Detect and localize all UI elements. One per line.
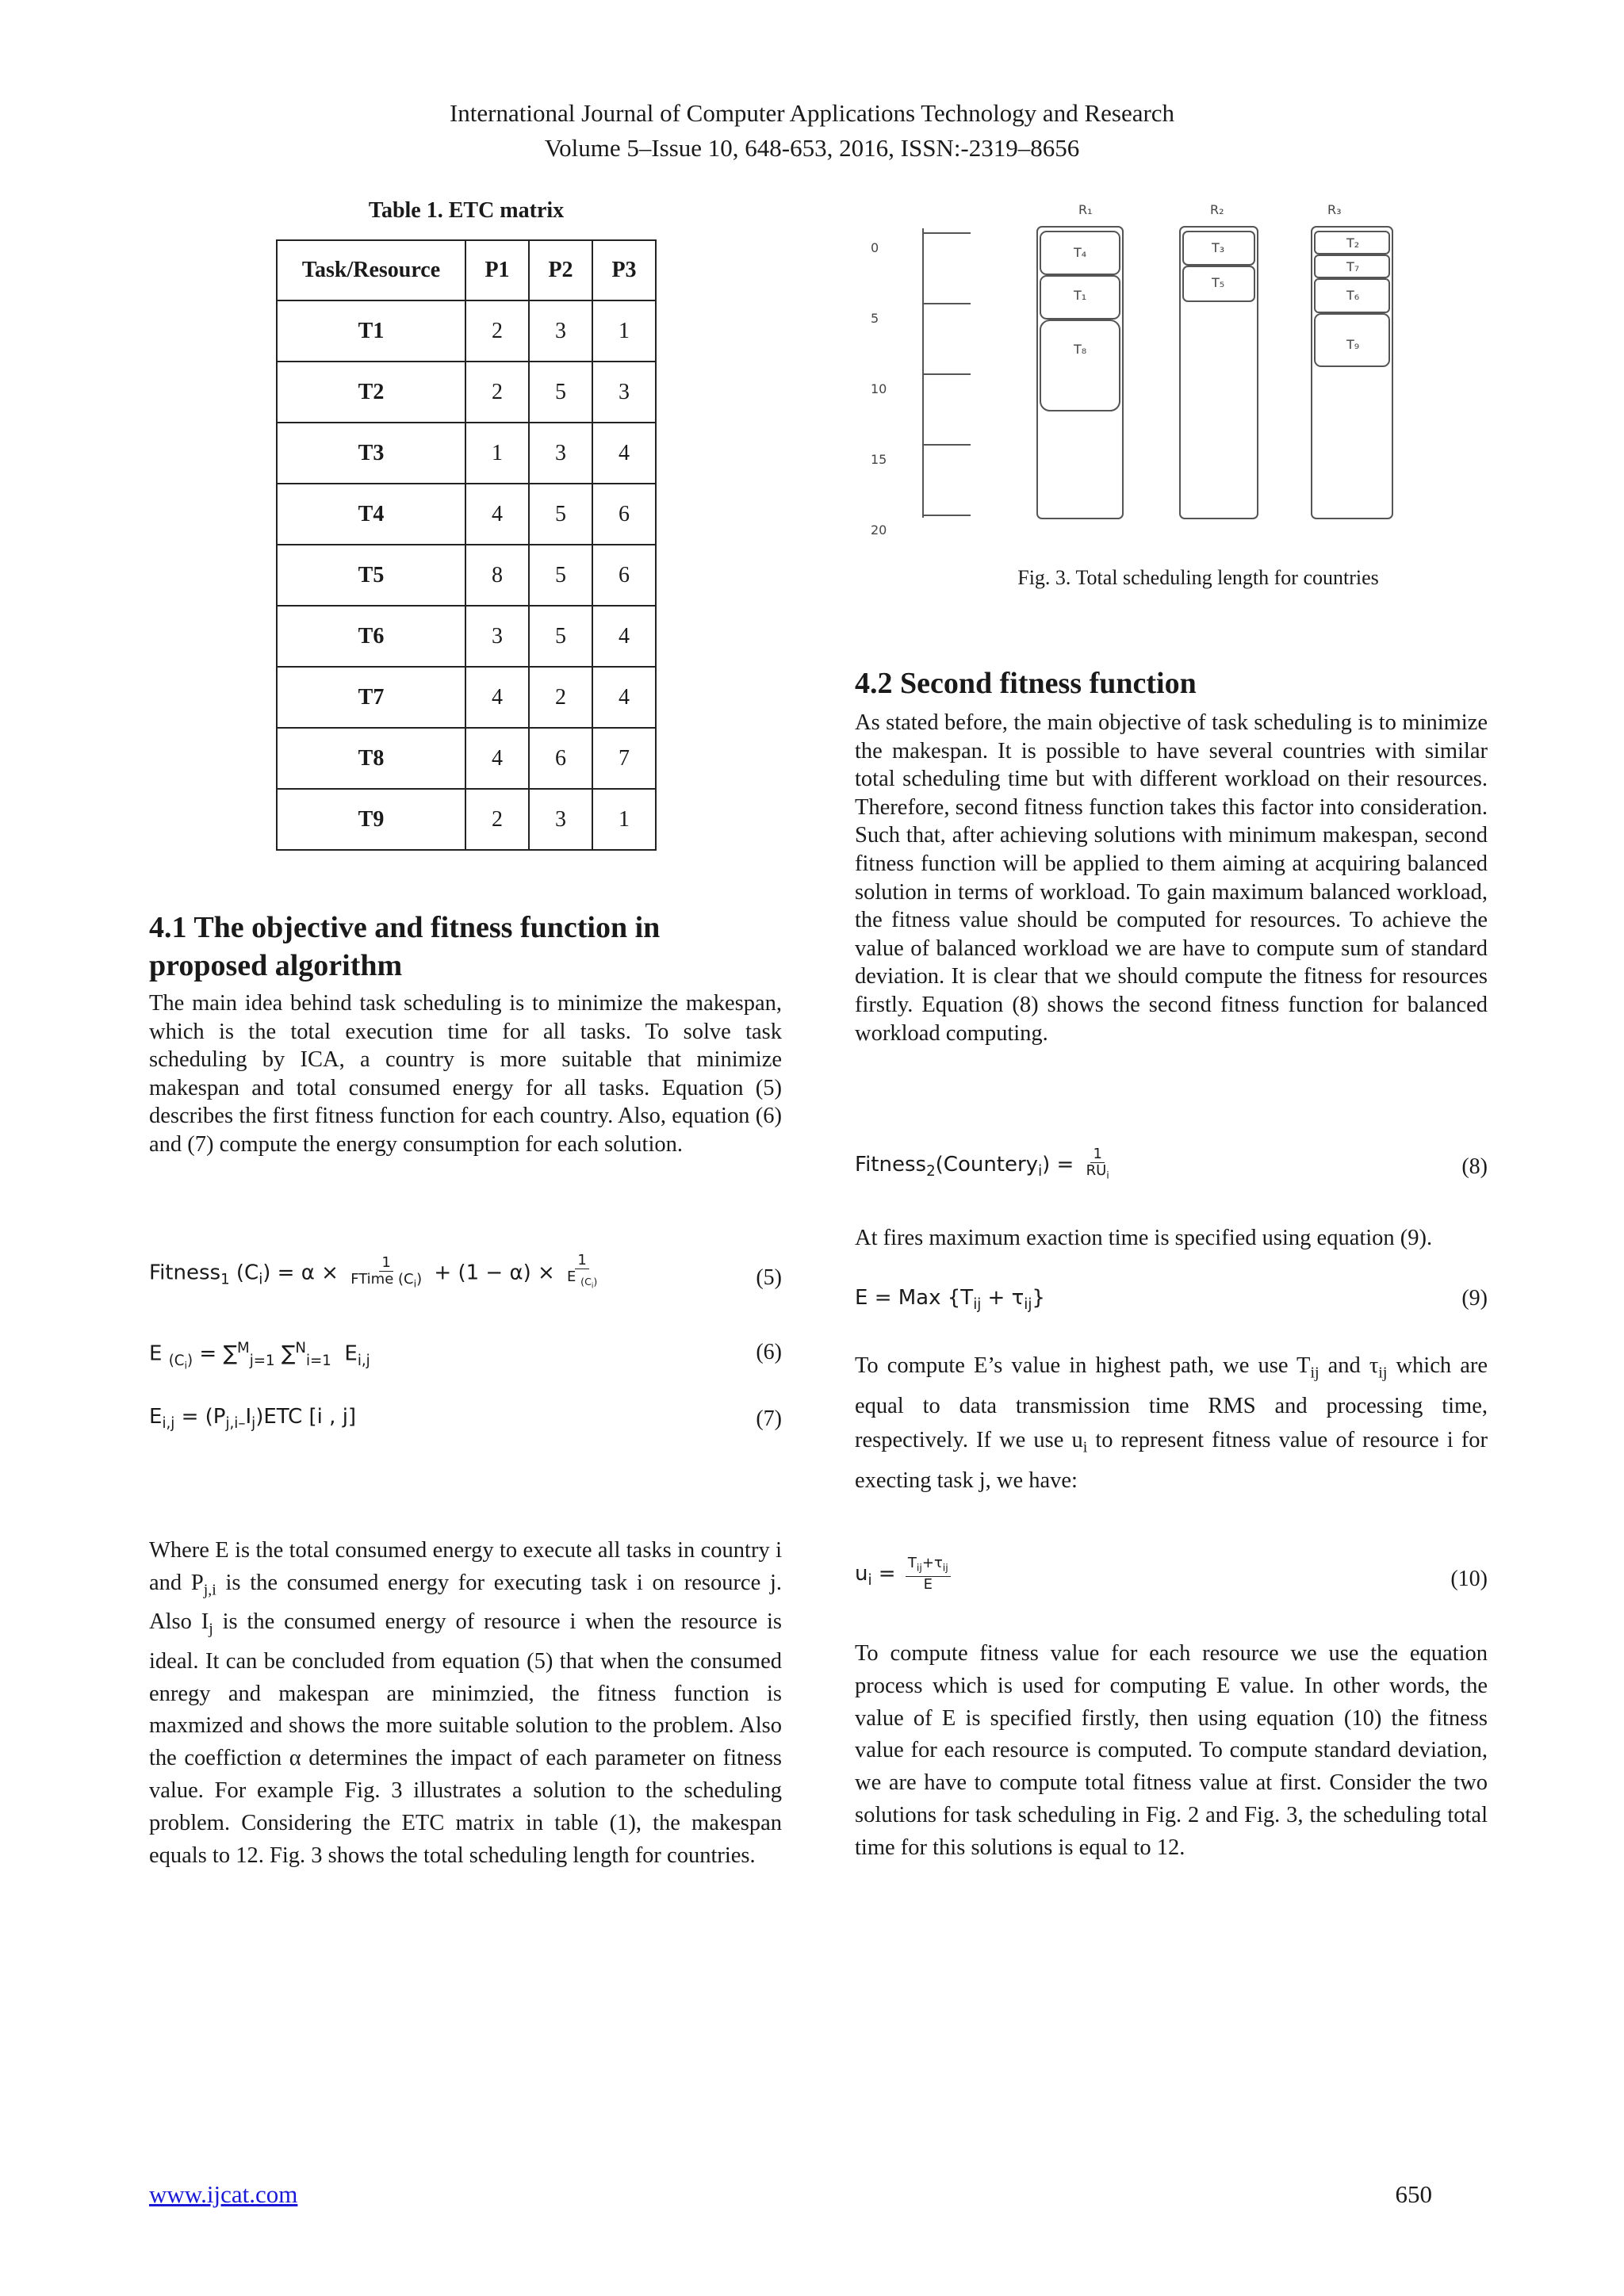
- table-task-cell: T5: [277, 545, 465, 606]
- resource-label-r2: R₂: [1210, 202, 1224, 217]
- task-label: T₇: [1346, 259, 1360, 274]
- table-value-cell: 2: [465, 300, 529, 362]
- table-task-cell: T4: [277, 484, 465, 545]
- para3-part-d: to represent fitness value of resource i for execting task j, we have:: [855, 1427, 1488, 1493]
- footer-website-link[interactable]: www.ijcat.com: [149, 2180, 298, 2208]
- table-value-cell: 3: [465, 606, 529, 667]
- table-value-cell: 4: [592, 667, 656, 728]
- figure-3-scheduling-diagram: [853, 197, 1408, 538]
- figure-3-caption: Fig. 3. Total scheduling length for countries: [1017, 566, 1379, 589]
- table-header-cell: P2: [529, 240, 592, 300]
- table-value-cell: 5: [529, 606, 592, 667]
- section-4-2-paragraph-3: [855, 1349, 1488, 1498]
- task-label: T₉: [1346, 337, 1360, 352]
- task-block: [1040, 320, 1120, 411]
- table-value-cell: 3: [529, 423, 592, 484]
- task-label: T₃: [1212, 240, 1225, 255]
- subscript-j: j: [209, 1620, 213, 1638]
- journal-title: International Journal of Computer Applications Technology and Research: [449, 99, 1175, 127]
- table-value-cell: 7: [592, 728, 656, 789]
- table-body: [277, 300, 656, 850]
- table-row: [277, 606, 656, 667]
- subscript-ij: ij: [1310, 1364, 1320, 1382]
- table-header-cell: P1: [465, 240, 529, 300]
- table-row: [277, 728, 656, 789]
- table-value-cell: 1: [592, 789, 656, 850]
- task-label: T₆: [1346, 288, 1360, 303]
- table-header-cell: Task/Resource: [277, 240, 465, 300]
- task-label: T₁: [1074, 288, 1087, 303]
- table-task-cell: T7: [277, 667, 465, 728]
- table-value-cell: 2: [465, 789, 529, 850]
- table-task-cell: T1: [277, 300, 465, 362]
- y-tick-label: 5: [871, 311, 879, 326]
- y-tick-label: 20: [871, 522, 887, 538]
- equation-9-number: (9): [1461, 1286, 1488, 1311]
- table-value-cell: 4: [592, 423, 656, 484]
- table-row: [277, 545, 656, 606]
- table-header-cell: P3: [592, 240, 656, 300]
- table-value-cell: 4: [465, 667, 529, 728]
- equation-7: $E_{i,j} = (P_{j,i-}I_j)ETC$ [i , j]: [149, 1405, 357, 1433]
- y-tick-group: [871, 233, 971, 538]
- table-value-cell: 6: [592, 545, 656, 606]
- table-task-cell: T9: [277, 789, 465, 850]
- journal-volume: Volume 5–Issue 10, 648-653, 2016, ISSN:-2319–8656: [544, 134, 1080, 162]
- table-value-cell: 5: [529, 545, 592, 606]
- table-value-cell: 3: [529, 789, 592, 850]
- section-4-2-heading: 4.2 Second fitness function: [855, 667, 1197, 700]
- section-4-1-heading-line1: 4.1 The objective and fitness function in: [149, 911, 661, 944]
- table-row: [277, 300, 656, 362]
- table-caption: Table 1. ETC matrix: [368, 198, 565, 223]
- task-label: T₂: [1346, 235, 1360, 251]
- para3-part-a: To compute E’s value in highest path, we use T: [855, 1353, 1311, 1378]
- table-task-cell: T6: [277, 606, 465, 667]
- equation-8-number: (8): [1461, 1154, 1488, 1179]
- resource-label-r1: R₁: [1078, 202, 1093, 217]
- equation-10: $u_i$ = $\frac{T_{ij}+\tau_{ij}}{E}$: [855, 1556, 1331, 1593]
- task-label: T₈: [1074, 342, 1087, 357]
- section-4-1-heading-line2: proposed algorithm: [149, 949, 403, 982]
- para3-part-c: which are equal to data transmission time RMS and processing time, respectively. If we use u: [855, 1353, 1488, 1452]
- para2-part-a: Where E is the total consumed energy to execute all tasks in country i and P: [149, 1538, 782, 1595]
- y-tick-label: 15: [871, 452, 887, 467]
- equation-7-number: (7): [756, 1406, 782, 1431]
- etc-table: [276, 239, 657, 851]
- resource-column-r2: [1180, 227, 1258, 519]
- table-value-cell: 6: [592, 484, 656, 545]
- table-value-cell: 1: [592, 300, 656, 362]
- equation-8: Fitness$_2$(Countery$_i$) = $\frac{1}{RU_i}$: [855, 1146, 1109, 1181]
- equation-5: Fitness$_1$ $(C_i) = \alpha$ × $\frac{1}{FTime (C_i)}$ + (1 − α) × $\frac{1}{E _{(C_i)}}$: [149, 1252, 598, 1291]
- equation-6: E $_{(C_i)}$ = ∑$^M_{j=1}$ ∑$^N_{i=1}$ $E_{i,j}$: [149, 1340, 370, 1372]
- table-value-cell: 5: [529, 484, 592, 545]
- y-tick-label: 10: [871, 381, 887, 396]
- equation-6-number: (6): [756, 1340, 782, 1364]
- section-4-1-paragraph-1: The main idea behind task scheduling is to minimize the makespan, which is the total execution time for all tasks. To solve task scheduling by ICA, a country is more suitable that minimize makespan and total consumed energy for all tasks. Equation (5) describes the first fitness function for each country. Also, equation (6) and (7) compute the energy consumption for each solution.: [149, 991, 782, 1157]
- section-4-2-paragraph-4: To compute fitness value for each resource we use the equation process which is used for computing E value. In other words, the value of E is specified firstly, then using equation (10) the fitness value for each resource is computed. To compute standard deviation, we are have to compute total fitness value at first. Consider the two solutions for task scheduling in Fig. 2 and Fig. 3, the scheduling total time for this solutions is equal to 12.: [855, 1641, 1488, 1860]
- section-4-1-paragraph-2: [149, 1535, 782, 1872]
- table-task-cell: T2: [277, 362, 465, 423]
- table-value-cell: 4: [465, 728, 529, 789]
- table-value-cell: 3: [592, 362, 656, 423]
- table-value-cell: 5: [529, 362, 592, 423]
- y-tick-label: 0: [871, 240, 879, 255]
- table-row: [277, 667, 656, 728]
- subscript-ij: ij: [1378, 1364, 1388, 1382]
- table-value-cell: 6: [529, 728, 592, 789]
- table-task-cell: T3: [277, 423, 465, 484]
- table-value-cell: 1: [465, 423, 529, 484]
- section-4-2-paragraph-2: At fires maximum exaction time is specified using equation (9).: [855, 1226, 1433, 1250]
- page-number: 650: [1395, 2180, 1432, 2208]
- para3-part-b: and τ: [1319, 1353, 1379, 1378]
- table-row: [277, 484, 656, 545]
- table-value-cell: 8: [465, 545, 529, 606]
- task-label: T₅: [1212, 275, 1225, 290]
- equation-9: E = Max $\{T_{ij} + \tau_{ij}\}$: [855, 1286, 1045, 1314]
- table-value-cell: 3: [529, 300, 592, 362]
- table-value-cell: 2: [529, 667, 592, 728]
- table-value-cell: 4: [592, 606, 656, 667]
- section-4-2-paragraph-1: As stated before, the main objective of task scheduling is to minimize the makespan. It is possible to have several countries with similar total scheduling time but with different workload on their resources. Therefore, second fitness function takes this factor into consideration. Such that, after achieving solutions with minimum makespan, second fitness function will be applied to them aiming at acquiring balanced solution in terms of workload. To gain maximum balanced workload, the fitness value should be computed for resources. To achieve the value of balanced workload we are have to compute sum of standard deviation. It is clear that we should compute the fitness for resources firstly. Equation (8) shows the second fitness function for balanced workload computing.: [855, 710, 1488, 1046]
- para2-part-b: is the consumed energy for executing task i on resource j. Also I: [149, 1570, 782, 1635]
- table-value-cell: 4: [465, 484, 529, 545]
- resource-column-r1: [1037, 227, 1123, 519]
- para2-part-c: is the consumed energy of resource i when the resource is ideal. It can be concluded from equation (5) that when the consumed enregy and makespan are minimzied, the fitness function is maxmized and shows the more suitable solution to the problem. Also the coeffiction α determines the impact of each parameter on fitness value. For example Fig. 3 illustrates a solution to the scheduling problem. Considering the ETC matrix in table (1), the makespan equals to 12. Fig. 3 shows the total scheduling length for countries.: [149, 1609, 782, 1868]
- resource-label-r3: R₃: [1327, 202, 1342, 217]
- subscript-ji: j,i: [203, 1581, 216, 1599]
- table-header-row: [277, 240, 656, 300]
- table-value-cell: 2: [465, 362, 529, 423]
- table-task-cell: T8: [277, 728, 465, 789]
- table-row: [277, 423, 656, 484]
- table-row: [277, 362, 656, 423]
- equation-5-number: (5): [756, 1265, 782, 1290]
- subscript-i: i: [1082, 1438, 1088, 1456]
- table-row: [277, 789, 656, 850]
- task-label: T₄: [1074, 245, 1087, 260]
- equation-10-number: (10): [1450, 1567, 1488, 1591]
